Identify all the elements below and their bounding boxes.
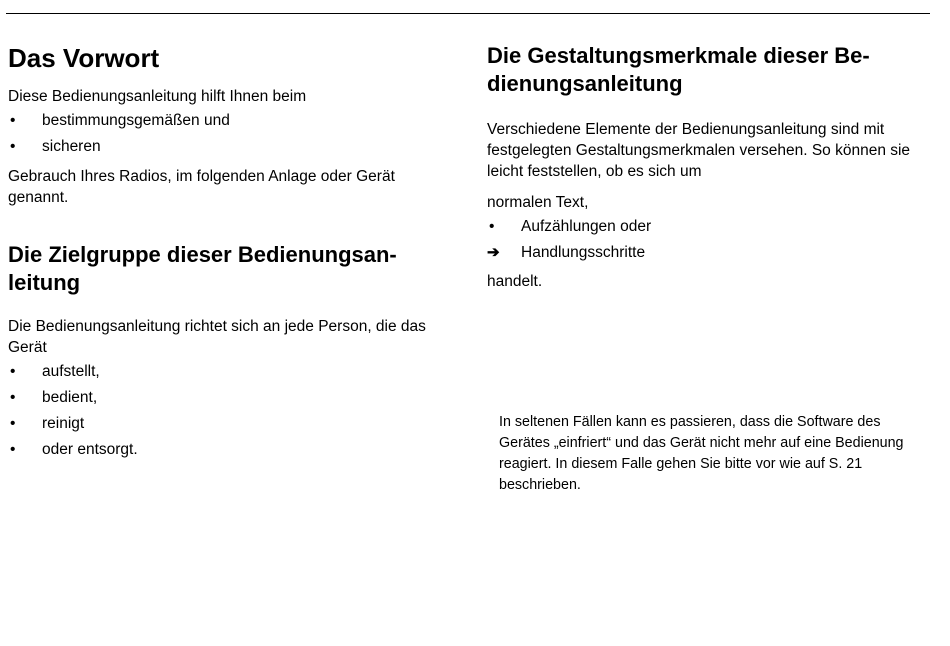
list-item: • bestimmungsgemäßen und [8, 108, 458, 134]
gestaltung-closing: handelt. [487, 273, 543, 290]
normal-text-example: normalen Text, [487, 194, 589, 211]
list-item: • aufstellt, [8, 359, 458, 385]
vorwort-intro: Diese Bedienungsanleitung hilft Ihnen beim [8, 88, 307, 105]
list-item: • sicheren [8, 134, 458, 160]
right-column [487, 42, 927, 292]
bullet-icon: • [10, 415, 16, 432]
heading-vorwort: Das Vorwort [8, 43, 160, 73]
left-column [8, 42, 458, 463]
bullet-icon: • [10, 441, 16, 458]
gestaltung-intro: Verschiedene Elemente der Bedienungsanleitung sind mit festgelegten Gestaltungsmerkmalen versehen. So können sie leicht feststellen, ob es sich um [487, 121, 911, 180]
list-item: • Aufzählungen oder [487, 214, 927, 240]
bullet-icon: • [10, 112, 16, 129]
list-item: • oder entsorgt. [8, 437, 458, 463]
zielgruppe-intro: Die Bedienungsanleitung richtet sich an jede Person, die das Gerät [8, 318, 426, 356]
bullet-icon: • [10, 363, 16, 380]
top-rule [6, 13, 930, 14]
arrow-right-icon: ➔ [487, 244, 500, 261]
bullet-icon: • [489, 218, 495, 235]
bullet-icon: • [10, 389, 16, 406]
gestaltung-list [487, 214, 927, 266]
list-item: ➔ Handlungsschritte [487, 240, 927, 266]
vorwort-closing: Gebrauch Ihres Radios, im folgenden Anlage oder Gerät genannt. [8, 168, 395, 206]
bullet-icon: • [10, 138, 16, 155]
list-item: • bedient, [8, 385, 458, 411]
heading-zielgruppe: Die Zielgruppe dieser Bedienungsan- leitung [8, 242, 397, 295]
list-item: • reinigt [8, 411, 458, 437]
vorwort-bullet-list [8, 108, 458, 160]
heading-gestaltungsmerkmale: Die Gestaltungsmerkmale dieser Be- dienungsanleitung [487, 43, 870, 96]
note-text: In seltenen Fällen kann es passieren, dass die Software des Gerätes „einfriert“ und das Gerät nicht mehr auf eine Bedienung reagiert. In diesem Falle gehen Sie bitte vor wie auf S. 21 beschrieben. [499, 414, 904, 494]
zielgruppe-bullet-list [8, 359, 458, 463]
